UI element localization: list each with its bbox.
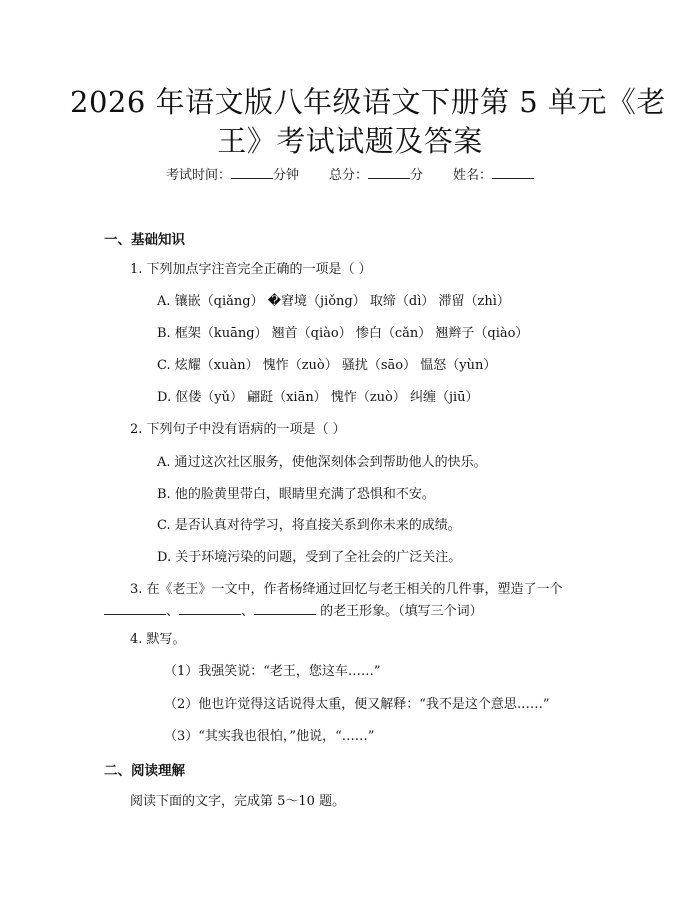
question-3-blank-2[interactable] [179, 602, 241, 615]
page-title-line1: 2026 年语文版八年级语文下册第 5 单元《老 [70, 85, 666, 119]
page-title-line2: 王》考试试题及答案 [217, 124, 483, 158]
question-1-option-d: D. 伛偻（yǔ） 翩跹（xiān） 愧怍（zuò） 纠缠（jiū） [157, 390, 479, 405]
question-1-option-c: C. 炫耀（xuàn） 愧怍（zuò） 骚扰（sāo） 愠怒（yùn） [157, 358, 497, 373]
question-3-sep-2: 、 [241, 604, 255, 619]
question-2-option-c: C. 是否认真对待学习，将直接关系到你未来的成绩。 [157, 518, 461, 533]
time-label: 考试时间： [165, 168, 231, 183]
question-3-sep-1: 、 [166, 604, 180, 619]
question-3-blanks [104, 602, 483, 622]
question-4-stem: 4. 默写。 [130, 632, 186, 647]
score-unit: 分 [410, 168, 424, 183]
time-blank[interactable] [231, 166, 273, 179]
section-heading-reading: 二、阅读理解 [104, 763, 185, 779]
score-label: 总分： [328, 168, 368, 183]
question-2-option-a: A. 通过这次社区服务，使他深刻体会到帮助他人的快乐。 [157, 455, 487, 470]
question-1-option-a: A. 镶嵌（qiǎng） �窘境（jiǒng） 取缔（dì） 滞留（zhì） [157, 294, 510, 309]
name-blank[interactable] [492, 166, 534, 179]
question-4-item-3: （3）“其实我也很怕，”他说，“……” [164, 729, 375, 744]
question-1-stem: 1. 下列加点字注音完全正确的一项是（ ） [130, 262, 372, 277]
question-3-blank-3[interactable] [254, 602, 316, 615]
question-3-blank-1[interactable] [104, 602, 166, 615]
exam-meta [0, 166, 700, 186]
question-4-item-2: （2）他也许觉得这话说得太重，便又解释：“我不是这个意思……” [164, 697, 550, 712]
question-3-stem: 3. 在《老王》一文中，作者杨绛通过回忆与老王相关的几件事，塑造了一个 [130, 582, 563, 597]
time-unit: 分钟 [272, 168, 299, 183]
question-4-item-1: （1）我强笑说：“老王，您这车……” [164, 664, 381, 679]
question-1-option-b: B. 框架（kuāng） 翘首（qiào） 惨白（cǎn） 翘辫子（qiào） [157, 326, 529, 341]
section-heading-basic: 一、基础知识 [104, 232, 185, 248]
name-label: 姓名： [453, 168, 493, 183]
question-2-option-d: D. 关于环境污染的问题，受到了全社会的广泛关注。 [157, 550, 462, 565]
reading-intro: 阅读下面的文字，完成第 5～10 题。 [130, 794, 346, 809]
score-blank[interactable] [368, 166, 410, 179]
question-2-stem: 2. 下列句子中没有语病的一项是（ ） [130, 422, 346, 437]
question-2-option-b: B. 他的脸黄里带白，眼睛里充满了恐惧和不安。 [157, 487, 435, 502]
question-3-tail: 的老王形象。（填写三个词） [316, 604, 483, 619]
